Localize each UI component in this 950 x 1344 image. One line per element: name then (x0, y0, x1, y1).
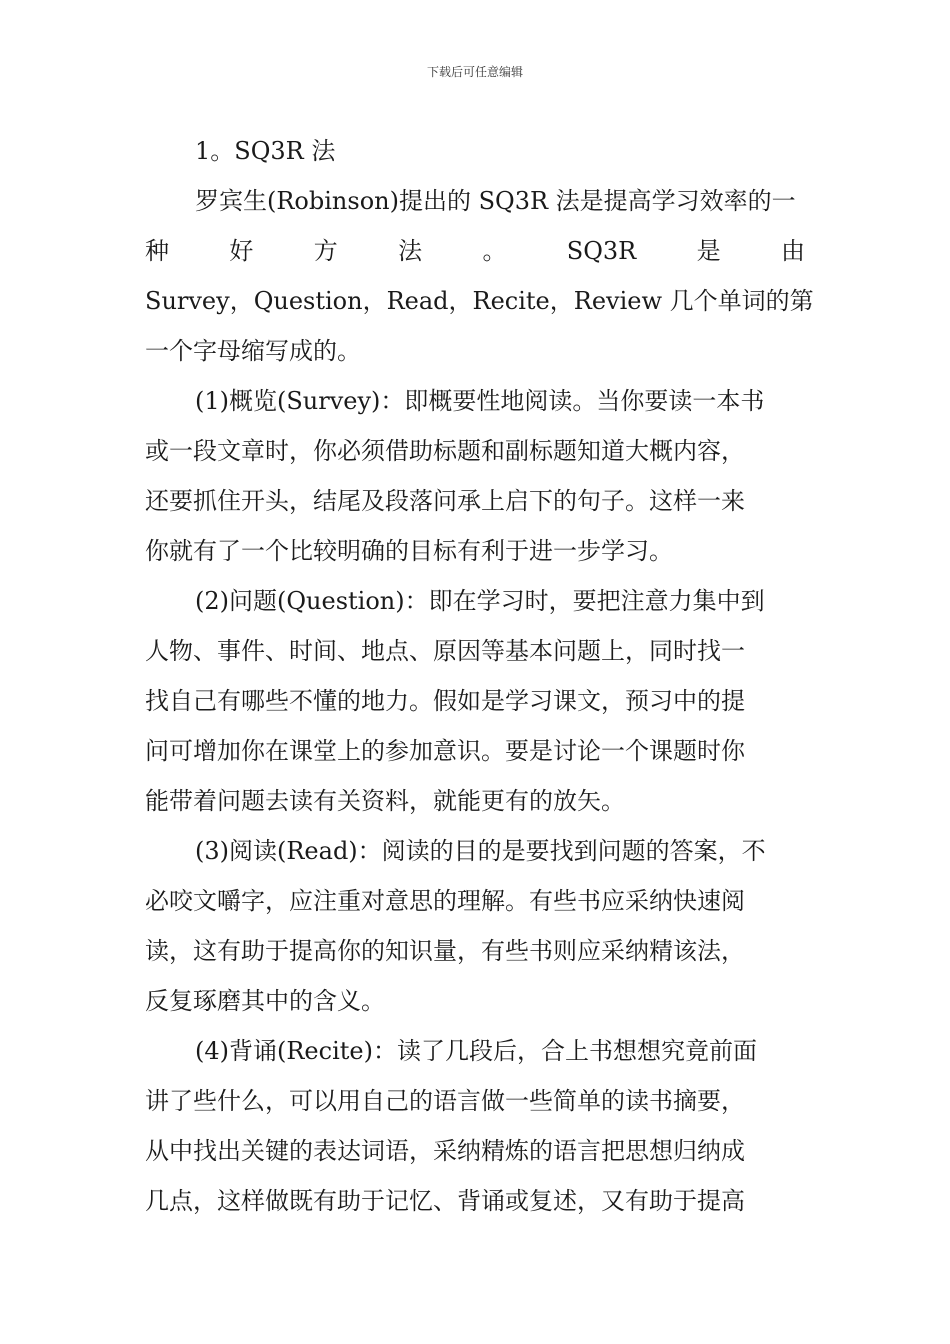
text-line: 人物、事件、时间、地点、原因等基本问题上，同时找一 (145, 637, 745, 665)
text-line: 讲了些什么，可以用自己的语言做一些简单的读书摘要， (145, 1087, 745, 1115)
paragraph-survey (145, 376, 805, 576)
text-line: (3)阅读(Read)：阅读的目的是要找到问题的答案，不 (195, 837, 766, 865)
text-token: SQ3R (566, 237, 637, 265)
text-token: 是 (696, 237, 721, 265)
text-token: 。 (482, 237, 507, 265)
text-token: 由 (780, 237, 805, 265)
text-line: (1)概览(Survey)：即概要性地阅读。当你要读一本书 (195, 387, 765, 415)
text-line: 或一段文章时，你必须借助标题和副标题知道大概内容， (145, 437, 745, 465)
paragraph-question (145, 576, 805, 826)
paragraph-intro (145, 176, 814, 376)
paragraph-recite (145, 1026, 805, 1226)
text-token: 种 (145, 237, 169, 265)
paragraph-read (145, 826, 805, 1026)
text-line: 从中找出关键的表达词语，采纳精炼的语言把思想归纳成 (145, 1137, 745, 1165)
document-body (145, 126, 814, 1226)
text-line: 罗宾生(Robinson)提出的 SQ3R 法是提高学习效率的一 (195, 187, 796, 215)
text-token: 好 (229, 237, 254, 265)
text-line: 还要抓住开头，结尾及段落问承上启下的句子。这样一来 (145, 487, 745, 515)
text-line: 几点，这样做既有助于记忆、背诵或复述，又有助于提高 (145, 1187, 745, 1215)
text-line: 1。SQ3R 法 (195, 137, 336, 165)
text-line: 反复琢磨其中的含义。 (145, 987, 385, 1015)
text-line: (2)问题(Question)：即在学习时，要把注意力集中到 (195, 587, 765, 615)
justified-text-line (145, 226, 805, 276)
text-line: (4)背诵(Recite)：读了几段后，合上书想想究竟前面 (195, 1037, 757, 1065)
text-line: 必咬文嚼字，应注重对意思的理解。有些书应采纳快速阅 (145, 887, 745, 915)
page-header: 下载后可任意编辑 (426, 65, 523, 79)
text-token: 法 (398, 237, 423, 265)
text-line: 问可增加你在课堂上的参加意识。要是讨论一个课题时你 (145, 737, 745, 765)
text-token: 方 (313, 237, 338, 265)
paragraph-heading (145, 126, 805, 176)
text-line: 读，这有助于提高你的知识量，有些书则应采纳精该法， (145, 937, 745, 965)
text-line: 找自己有哪些不懂的地力。假如是学习课文，预习中的提 (145, 687, 745, 715)
text-line: 能带着问题去读有关资料，就能更有的放矢。 (145, 787, 625, 815)
text-line: 一个字母缩写成的。 (145, 337, 361, 365)
text-line: Survey，Question，Read，Recite，Review 几个单词的第 (145, 287, 814, 315)
text-line: 你就有了一个比较明确的目标有利于进一步学习。 (145, 537, 673, 565)
